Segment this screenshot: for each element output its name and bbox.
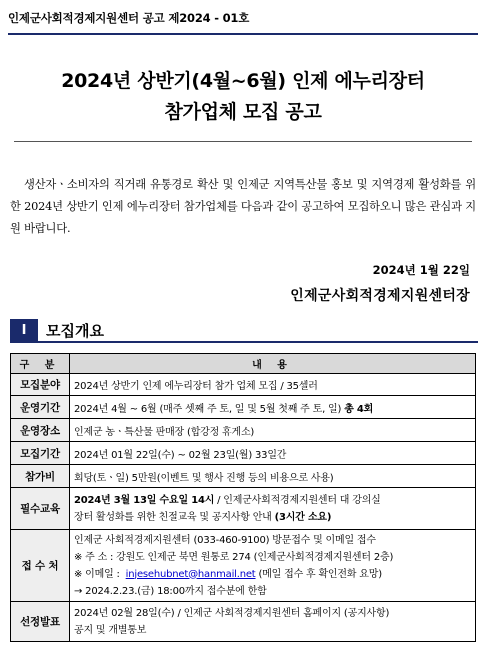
row-content bbox=[70, 488, 476, 530]
email-suffix: (메일 접수 후 확인전화 요망) bbox=[258, 568, 382, 580]
intro-text: 생산자ㆍ소비자의 직거래 유통경로 확산 및 인제군 지역특산물 홍보 및 지역경제 활성화를 위한 2024년 상반기 인제 에누리장터 참가업체를 다음과 같이 공고하여 모집하오니 많은 관심과 지원 바랍니다. bbox=[10, 178, 476, 235]
row-content bbox=[70, 530, 476, 602]
announce-line1: 2024년 02월 28일(수) / 인제군 사회적경제지원센터 홈페이지 (공지사항) bbox=[74, 607, 390, 619]
row-content: 2024년 상반기 인제 에누리장터 참가 업체 모집 / 35셀러 bbox=[70, 374, 476, 396]
table-row bbox=[11, 488, 476, 530]
issuer-name: 인제군사회적경제지원센터장 bbox=[290, 288, 470, 304]
page-title-line1: 2024년 상반기(4월~6월) 인제 에누리장터 bbox=[61, 70, 425, 92]
row-label: 모집기간 bbox=[11, 442, 70, 465]
row-content: 인제군 농ㆍ특산물 판매장 (합강정 휴게소) bbox=[70, 419, 476, 442]
table-row bbox=[11, 465, 476, 488]
notice-number: 인제군사회적경제지원센터 공고 제2024 - 01호 bbox=[8, 11, 250, 25]
row-label: 참가비 bbox=[11, 465, 70, 488]
top-rule bbox=[8, 33, 478, 35]
overview-table bbox=[10, 353, 476, 642]
row-label: 필수교육 bbox=[11, 488, 70, 530]
training-desc: 장터 활성화를 위한 친절교육 및 공지사항 안내 bbox=[74, 511, 272, 523]
training-line1 bbox=[74, 492, 471, 509]
row-label: 선정발표 bbox=[11, 602, 70, 642]
apply-line1: 인제군 사회적경제지원센터 (033-460-9100) 방문접수 및 이메일 접수 bbox=[74, 534, 376, 546]
table-row bbox=[11, 419, 476, 442]
training-place: / 인제군사회적경제지원센터 대 강의실 bbox=[214, 494, 381, 506]
table-header-row bbox=[11, 354, 476, 374]
announce-line2: 공지 및 개별통보 bbox=[74, 624, 147, 636]
table-row bbox=[11, 602, 476, 642]
table-row bbox=[11, 442, 476, 465]
intro-paragraph bbox=[10, 174, 476, 240]
page-title-line2: 참가업체 모집 공고 bbox=[164, 101, 322, 123]
email-link[interactable]: injesehubnet@hanmail.net bbox=[125, 568, 256, 580]
training-duration: (3시간 소요) bbox=[274, 511, 332, 523]
header-content: 내 용 bbox=[70, 354, 476, 374]
table-row bbox=[11, 396, 476, 419]
training-line2 bbox=[74, 509, 471, 526]
row-content bbox=[70, 396, 476, 419]
email-prefix: ※ 이메일 : bbox=[74, 568, 120, 580]
row-label: 접 수 처 bbox=[11, 530, 70, 602]
row-content: 2024년 01월 22일(수) ~ 02월 23일(월) 33일간 bbox=[70, 442, 476, 465]
section-title: 모집개요 bbox=[46, 321, 104, 340]
apply-email-line bbox=[74, 566, 471, 583]
apply-deadline: → 2024.2.23.(금) 18:00까지 접수분에 한함 bbox=[74, 585, 267, 597]
row-label: 운영장소 bbox=[11, 419, 70, 442]
row-content: 회당(토ㆍ일) 5만원(이벤트 및 행사 진행 등의 비용으로 사용) bbox=[70, 465, 476, 488]
section-number: I bbox=[10, 319, 38, 341]
header-category: 구 분 bbox=[11, 354, 70, 374]
apply-address: ※ 주 소 : 강원도 인제군 북면 원통로 274 (인제군사회적경제지원센터 2층) bbox=[74, 551, 394, 563]
section-rule bbox=[10, 341, 478, 343]
period-total: 총 4회 bbox=[344, 403, 374, 415]
row-label: 모집분야 bbox=[11, 374, 70, 396]
title-rule bbox=[14, 141, 472, 142]
table-row bbox=[11, 530, 476, 602]
section-heading bbox=[10, 318, 104, 342]
table-row bbox=[11, 374, 476, 396]
training-date: 2024년 3월 13일 수요일 14시 bbox=[74, 494, 215, 506]
period-text: 2024년 4월 ~ 6월 (매주 셋째 주 토, 일 및 5월 첫째 주 토, 일) bbox=[74, 403, 342, 415]
notice-date: 2024년 1월 22일 bbox=[372, 263, 470, 277]
row-label: 운영기간 bbox=[11, 396, 70, 419]
row-content bbox=[70, 602, 476, 642]
